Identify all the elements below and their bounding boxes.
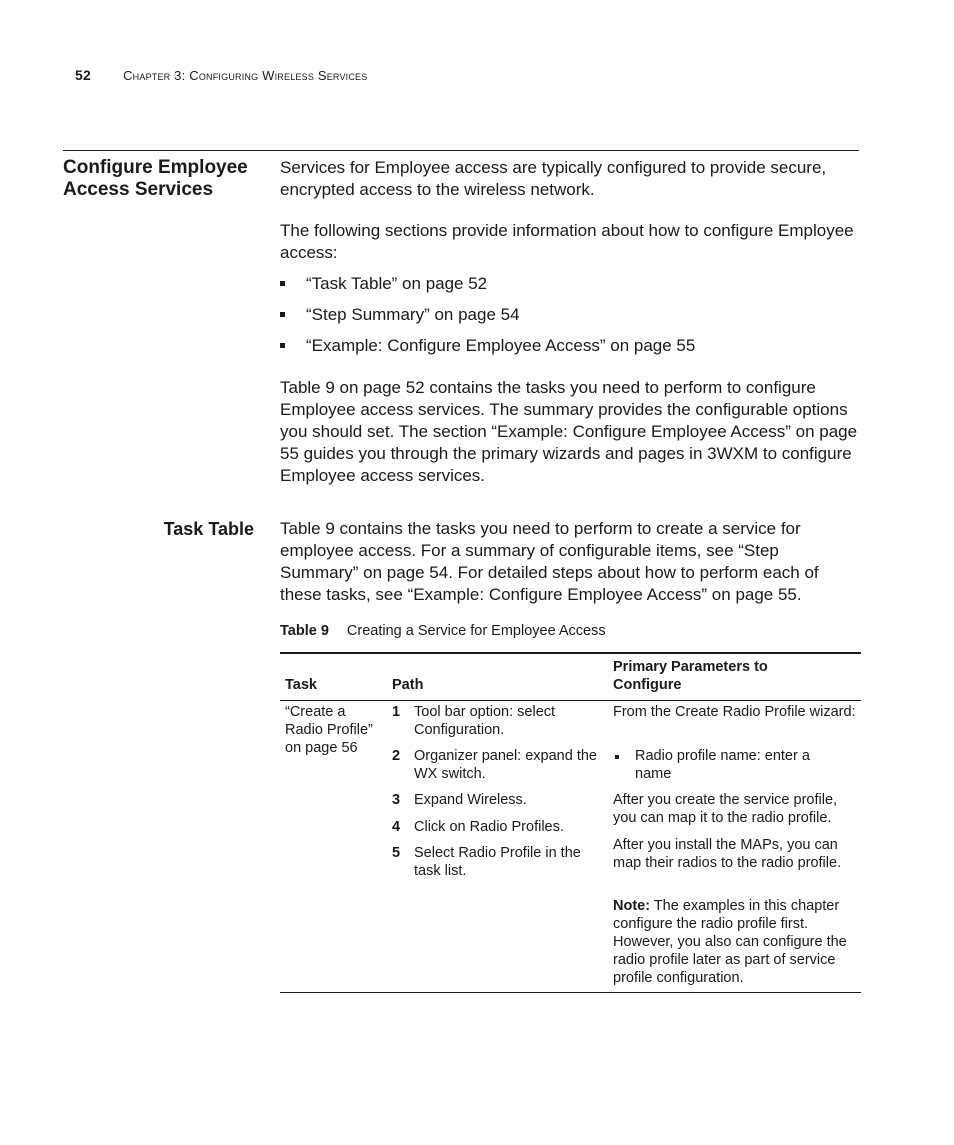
step-text: Click on Radio Profiles. [414,819,564,835]
table-caption [280,623,606,639]
param-bullet-text: Radio profile name: enter a name [635,748,810,782]
param-paragraph-2: After you install the MAPs, you can map their radios to the radio profile. [613,837,842,871]
bullet-square-icon [280,281,285,286]
column-header-task: Task [285,677,317,693]
table-caption-text: Creating a Service for Employee Access [346,623,606,639]
step-number: 4 [392,819,401,835]
intro-paragraph-3: Table 9 on page 52 contains the tasks you need to perform to configure Employee access services. The summary provides the configurable options you should set. The section “Example: Configure Employee Access” on page 55 guides you through the primary wizards and pages in 3WXM to configure Employee access services. [280,378,858,485]
table-caption-label: Table 9 [280,623,329,639]
step-text: Expand Wireless. [414,792,527,808]
note-label: Note: [613,898,651,914]
step-number: 1 [392,704,401,720]
column-header-path: Path [392,677,424,693]
task-cell: “Create a Radio Profile” on page 56 [285,704,373,756]
intro-paragraph-2: The following sections provide information about how to configure Employee access: [280,221,854,262]
cross-reference-link[interactable]: “Task Table” on page 52 [306,274,488,293]
bullet-square-icon [280,343,285,348]
param-note [613,897,858,987]
bullet-square-icon [615,755,619,759]
step-text: Organizer panel: expand the WX switch. [414,748,597,782]
step-text: Tool bar option: select Configuration. [414,704,556,738]
chapter-title: Chapter 3: Configuring Wireless Services [123,68,368,83]
step-number: 3 [392,792,401,808]
step-number: 2 [392,748,401,764]
table-bottom-rule [280,992,861,993]
table-top-rule [280,652,861,654]
section-rule [63,150,859,151]
step-text: Select Radio Profile in the task list. [414,845,581,879]
bullet-square-icon [280,312,285,317]
subsection-heading: Task Table [163,519,254,539]
step-number: 5 [392,845,401,861]
cross-reference-link[interactable]: “Step Summary” on page 54 [306,305,520,324]
running-header [75,67,367,83]
param-intro: From the Create Radio Profile wizard: [613,704,856,720]
intro-paragraph-1: Services for Employee access are typically configured to provide secure, encrypted access to the wireless network. [280,158,827,199]
cross-reference-link[interactable]: “Example: Configure Employee Access” on page 55 [306,336,696,355]
section-heading: Configure Employee Access Services [63,157,248,200]
param-paragraph-1: After you create the service profile, you can map it to the radio profile. [613,792,838,826]
page-number: 52 [75,67,91,83]
note-text: The examples in this chapter configure the radio profile first. However, you also can configure the radio profile later as part of service profile configuration. [613,898,847,986]
table-header-rule [280,700,861,701]
column-header-parameters: Primary Parameters to Configure [613,659,768,693]
task-table-paragraph: Table 9 contains the tasks you need to perform to create a service for employee access. For a summary of configurable items, see “Step Summary” on page 54. For detailed steps about how to perform each of these tasks, see “Example: Configure Employee Access” on page 55. [280,519,819,604]
